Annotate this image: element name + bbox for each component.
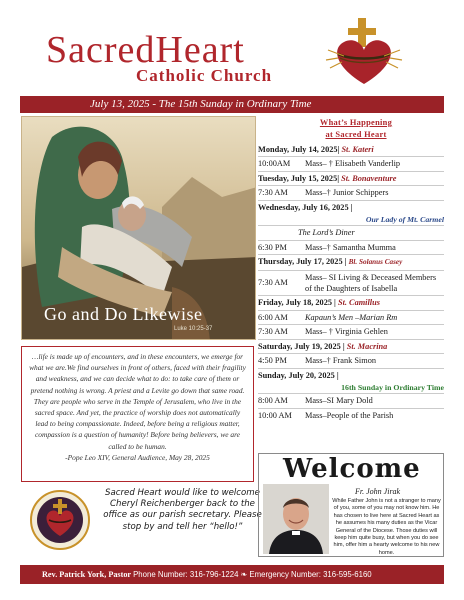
saint-name: St. Bonaventure xyxy=(341,173,397,183)
schedule-row xyxy=(258,409,444,422)
divider-icon: ❧ xyxy=(240,570,250,579)
sacred-heart-seal-icon xyxy=(30,490,90,550)
event-desc: Mass–People of the Parish xyxy=(305,410,394,420)
weekly-schedule xyxy=(258,143,444,422)
event-time: 4:50 PM xyxy=(258,356,287,366)
event-desc: Mass–† Junior Schippers xyxy=(305,188,389,198)
event-time: 8:00 AM xyxy=(258,396,288,406)
day-thursday xyxy=(258,255,444,270)
schedule-row xyxy=(258,394,444,408)
event-desc: Mass– † Elisabeth Vanderlip xyxy=(305,159,401,169)
whats-happening-line1: What’s Happening xyxy=(319,118,393,127)
quote-box xyxy=(21,346,254,482)
emergency-number: Emergency Number: 316-595-6160 xyxy=(249,570,372,579)
day-tuesday xyxy=(258,172,444,186)
day-saturday xyxy=(258,340,444,354)
event-desc: Mass–† Frank Simon xyxy=(305,356,376,366)
footer xyxy=(20,565,444,584)
event-desc: Mass–SI Mary Dold xyxy=(305,396,373,406)
phone-number: Phone Number: 316-796-1224 xyxy=(133,570,239,579)
quote-text: …life is made up of encounters, and in these encounters, we emerge for what we are.We find ourselves in front of others, faced with their fragility and weakness, and we can decide what to do: to take care of them or pretend nothing is wrong. A priest and a Levite go down that same road. They are people who serve in the Temple of Jerusalem, who live in the sacred space. And yet, the practice of worship does not automatically lead to being compassionate. Indeed, before being a religious matter, compassion is a question of humanity! Before being believers, we are called to be human. xyxy=(29,352,246,451)
event-desc: Mass–† Samantha Mumma xyxy=(305,242,396,252)
day-date: Friday, July 18, 2025 | xyxy=(258,298,336,308)
whats-happening-line2: at Sacred Heart xyxy=(325,130,387,139)
good-samaritan-painting xyxy=(21,116,256,340)
saint-name: St. Camillus xyxy=(337,298,380,308)
lords-diner: The Lord’s Diner xyxy=(258,226,444,240)
event-time: 10:00AM xyxy=(258,159,291,169)
priest-photo xyxy=(263,484,329,554)
sacred-heart-logo xyxy=(324,14,404,90)
schedule-row xyxy=(258,271,444,297)
saint-name: St. Macrina xyxy=(346,341,388,351)
event-desc: Mass– SI Living & Deceased Members of the Daughters of Isabella xyxy=(305,272,437,294)
event-desc: Mass– † Virginia Gehlen xyxy=(305,327,388,337)
day-wednesday xyxy=(258,201,444,214)
pastor-name: Rev. Patrick York, Pastor xyxy=(42,570,132,579)
painting-title: Go and Do Likewise xyxy=(44,304,203,324)
priest-name: Fr. John Jirak xyxy=(355,487,401,496)
saint-name: Bl. Solanus Casey xyxy=(348,258,403,267)
header xyxy=(0,0,464,92)
schedule-row xyxy=(258,325,444,339)
event-time: 7:30 AM xyxy=(258,188,288,198)
feast-name: Our Lady of Mt. Carmel xyxy=(258,214,444,226)
schedule-row xyxy=(258,186,444,200)
secretary-announcement: Sacred Heart would like to welcome Cheryl Reichenberger back to the office as our parish secretary. Please stop by and tell her “hello!” xyxy=(103,488,262,532)
welcome-box xyxy=(258,453,444,557)
day-date: Thursday, July 17, 2025 | xyxy=(258,257,347,267)
church-subtitle: Catholic Church xyxy=(136,66,273,85)
church-title: SacredHeart xyxy=(46,29,245,71)
painting-reference: Luke 10:25-37 xyxy=(174,326,213,332)
date-banner: July 13, 2025 - The 15th Sunday in Ordinary Time xyxy=(20,96,444,113)
event-time: 7:30 AM xyxy=(258,327,288,337)
quote-attribution: -Pope Leo XIV, General Audience, May 28, 2025 xyxy=(65,452,210,462)
whats-happening-heading xyxy=(268,117,444,141)
day-date: Saturday, July 19, 2025 | xyxy=(258,341,345,351)
event-time: 6:00 AM xyxy=(258,312,288,322)
event-time: 10:00 AM xyxy=(258,410,292,420)
day-friday xyxy=(258,296,444,310)
schedule-row xyxy=(258,157,444,171)
event-desc: Kapaun’s Men –Marian Rm xyxy=(305,312,398,322)
saint-name: St. Kateri xyxy=(341,145,374,154)
day-date: Tuesday, July 15, 2025| xyxy=(258,173,340,183)
day-date: Wednesday, July 16, 2025 | xyxy=(258,202,353,212)
welcome-title: Welcome xyxy=(283,454,421,484)
day-monday xyxy=(258,143,444,157)
day-date: Sunday, July 20, 2025 | xyxy=(258,370,339,380)
schedule-row xyxy=(258,354,444,368)
feast-name: 16th Sunday in Ordinary Time xyxy=(258,382,444,394)
schedule-row xyxy=(258,241,444,255)
event-time: 6:30 PM xyxy=(258,242,287,252)
day-sunday xyxy=(258,369,444,382)
welcome-text: While Father John is not a stranger to many of you, some of you may not know him. He has chosen to live here at Sacred Heart as he assumes his many duties as the Vicar General of the Diocese. Those duties will keep him quite busy, but when you do see him, offer him a hearty welcome to his new home. xyxy=(332,498,441,556)
schedule-row xyxy=(258,311,444,325)
event-time: 7:30 AM xyxy=(258,278,288,288)
day-date: Monday, July 14, 2025| xyxy=(258,145,340,154)
